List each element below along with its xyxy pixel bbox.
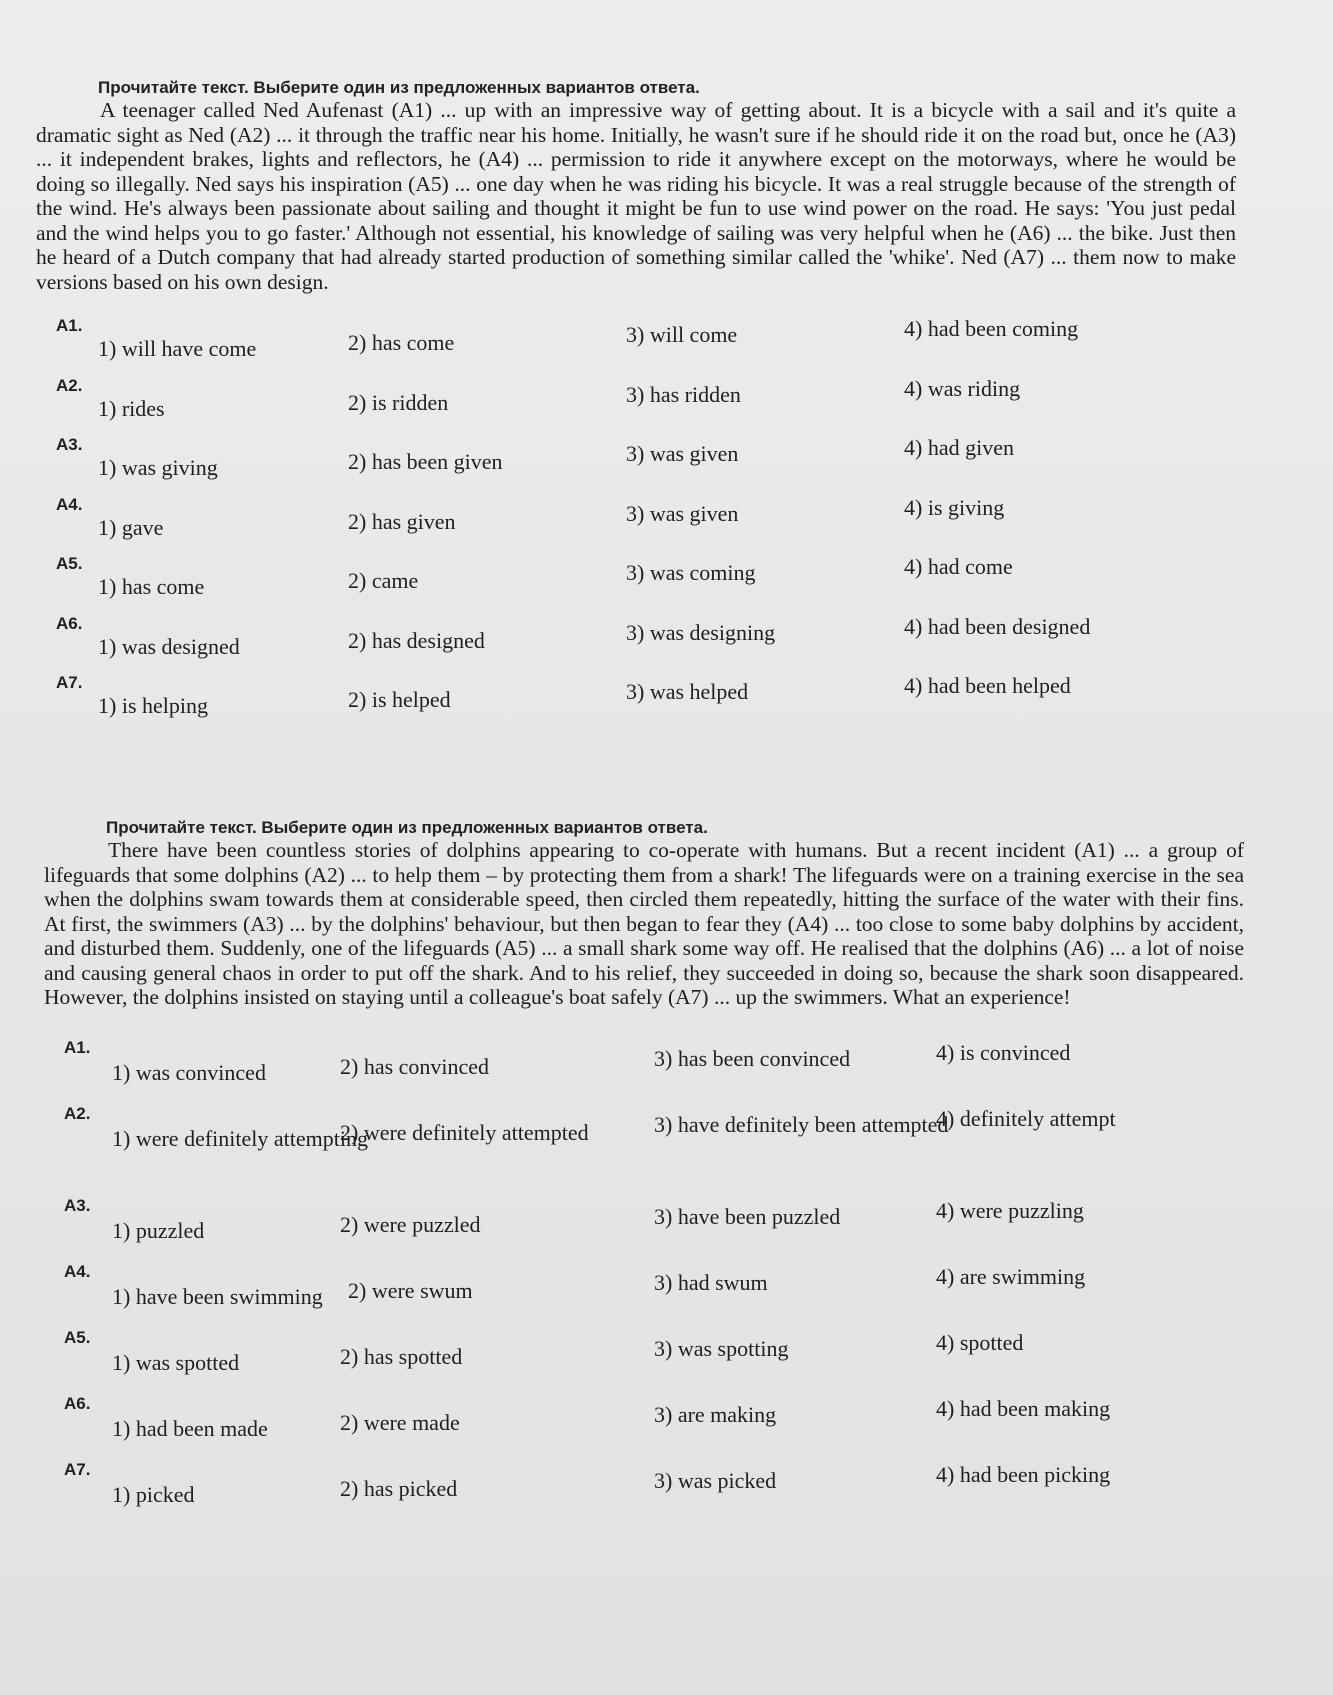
passage-text: A teenager called Ned Aufenast (A1) ... up with an impressive way of getting about. It is a bicycle with a sail and it's quite a dramatic sight as Ned (A2) ... it through the traffic near his home. Initially, he wasn't sure if he should ride it on the road but, once he (A3) ... it independent brakes, lights and reflectors, he (A4) ... permission to ride it anywhere except on the motorways, where he would be doing so illegally. Ned says his inspiration (A5) ... one day when he was riding his bicycle. It was a real struggle because of the strength of the wind. He's always been passionate about sailing and thought it might be fun to use wind power on the road. He says: 'You just pedal and the wind helps you to go faster.' Although not essential, his knowledge of sailing was very helpful when he (A6) ... the bike. Just then he heard of a Dutch company that had already started production of something similar called the 'whike'. Ned (A7) ... them now to make versions based on his own design. bbox=[36, 98, 1236, 294]
question-label: A6. bbox=[56, 613, 83, 633]
question-a2 bbox=[36, 376, 1236, 436]
option-1: 1) has come bbox=[98, 574, 205, 599]
option-1: 1) gave bbox=[98, 514, 164, 540]
question-label: A3. bbox=[56, 435, 83, 454]
question-label: A5. bbox=[64, 1327, 91, 1347]
question-a5 bbox=[44, 1328, 1244, 1394]
option-1: 1) rides bbox=[98, 395, 165, 421]
option-4: 4) spotted bbox=[936, 1329, 1024, 1355]
option-1: 1) picked bbox=[112, 1481, 195, 1507]
option-4: 4) had been designed bbox=[904, 613, 1091, 639]
option-4: 4) is convinced bbox=[936, 1039, 1071, 1065]
option-4: 4) was riding bbox=[904, 375, 1021, 401]
option-2: 2) has convinced bbox=[340, 1053, 490, 1079]
option-1: 1) puzzled bbox=[112, 1217, 205, 1243]
option-2: 2) is helped bbox=[348, 687, 451, 712]
question-a3 bbox=[36, 435, 1236, 495]
question-a4 bbox=[36, 495, 1236, 555]
option-2: 2) has been given bbox=[348, 449, 503, 474]
question-a5 bbox=[36, 554, 1236, 614]
option-2: 2) were swum bbox=[348, 1277, 473, 1303]
option-3: 3) was given bbox=[626, 500, 739, 526]
option-4: 4) had been making bbox=[936, 1395, 1111, 1421]
question-a2 bbox=[44, 1104, 1244, 1196]
option-1: 1) was spotted bbox=[112, 1349, 240, 1375]
option-3: 3) have been puzzled bbox=[654, 1203, 841, 1229]
question-label: A7. bbox=[56, 673, 83, 692]
question-a6 bbox=[36, 614, 1236, 674]
question-label: A3. bbox=[64, 1195, 91, 1215]
option-1: 1) have been swimming bbox=[112, 1283, 323, 1309]
question-list bbox=[36, 316, 1236, 733]
question-a3 bbox=[44, 1196, 1244, 1262]
option-2: 2) has designed bbox=[348, 627, 485, 653]
option-1: 1) was designed bbox=[98, 633, 240, 659]
question-label: A4. bbox=[64, 1261, 91, 1281]
option-1: 1) is helping bbox=[98, 693, 208, 718]
question-a4 bbox=[44, 1262, 1244, 1328]
option-4: 4) is giving bbox=[904, 494, 1005, 520]
option-2: 2) were puzzled bbox=[340, 1211, 481, 1237]
option-3: 3) was helped bbox=[626, 679, 749, 704]
passage-text: There have been countless stories of dolphins appearing to co-operate with humans. But a recent incident (A1) ... a group of lifeguards that some dolphins (A2) ... to help them – by protecting them from a shark! The lifeguards were on a training exercise in the sea when the dolphins swam towards them at considerable speed, then circled them repeatedly, hitting the surface of the water with their fins. At first, the swimmers (A3) ... by the dolphins' behaviour, but then began to fear they (A4) ... too close to some baby dolphins by accident, and disturbed them. Suddenly, one of the lifeguards (A5) ... a small shark some way off. He realised that the dolphins (A6) ... a lot of noise and causing general chaos in order to put off the shark. And to his relief, they succeeded in doing so, because the shark soon disappeared. However, the dolphins insisted on staying until a colleague's boat safely (A7) ... up the swimmers. What an experience! bbox=[44, 838, 1244, 1009]
option-1: 1) had been made bbox=[112, 1415, 268, 1441]
option-1: 1) was giving bbox=[98, 455, 218, 480]
option-2: 2) has picked bbox=[340, 1475, 458, 1501]
option-3: 3) was given bbox=[626, 441, 739, 466]
instruction: Прочитайте текст. Выберите один из предложенных вариантов ответа. bbox=[106, 818, 708, 837]
option-4: 4) are swimming bbox=[936, 1263, 1086, 1289]
question-label: A6. bbox=[64, 1393, 91, 1413]
option-3: 3) was picked bbox=[654, 1467, 777, 1493]
option-3: 3) has ridden bbox=[626, 381, 741, 407]
option-3: 3) has been convinced bbox=[654, 1045, 851, 1071]
question-label: A5. bbox=[56, 554, 83, 573]
instruction: Прочитайте текст. Выберите один из предложенных вариантов ответа. bbox=[98, 78, 700, 97]
question-label: A2. bbox=[64, 1103, 91, 1123]
question-label: A1. bbox=[56, 316, 83, 335]
option-2: 2) is ridden bbox=[348, 389, 449, 415]
question-a7 bbox=[44, 1460, 1244, 1526]
option-4: 4) had given bbox=[904, 435, 1014, 460]
option-3: 3) had swum bbox=[654, 1269, 768, 1295]
option-4: 4) had been picking bbox=[936, 1461, 1111, 1487]
option-2: 2) were made bbox=[340, 1409, 460, 1435]
option-2: 2) has come bbox=[348, 330, 455, 355]
option-3: 3) was coming bbox=[626, 560, 756, 585]
question-label: A4. bbox=[56, 494, 83, 514]
question-label: A1. bbox=[64, 1037, 91, 1057]
option-2: 2) has given bbox=[348, 508, 456, 534]
option-1: 1) will have come bbox=[98, 336, 257, 361]
question-a1 bbox=[36, 316, 1236, 376]
option-3: 3) will come bbox=[626, 322, 738, 347]
option-4: 4) had been helped bbox=[904, 673, 1071, 698]
question-a7 bbox=[36, 673, 1236, 733]
option-1: 1) was convinced bbox=[112, 1059, 266, 1085]
exercise-1 bbox=[36, 78, 1236, 733]
option-4: 4) had been coming bbox=[904, 316, 1079, 341]
option-2: 2) has spotted bbox=[340, 1343, 463, 1369]
option-3: 3) was spotting bbox=[654, 1335, 789, 1361]
question-list bbox=[44, 1038, 1244, 1526]
option-4: 4) definitely attempt bbox=[936, 1105, 1116, 1131]
option-3: 3) are making bbox=[654, 1401, 777, 1427]
option-4: 4) were puzzling bbox=[936, 1197, 1084, 1223]
option-2: 2) were definitely attempted bbox=[340, 1119, 589, 1145]
question-label: A2. bbox=[56, 375, 83, 395]
exercise-2 bbox=[44, 818, 1244, 1526]
option-4: 4) had come bbox=[904, 554, 1013, 579]
question-a1 bbox=[44, 1038, 1244, 1104]
question-a6 bbox=[44, 1394, 1244, 1460]
option-2: 2) came bbox=[348, 568, 419, 593]
option-3: 3) have definitely been attempted bbox=[654, 1111, 949, 1137]
option-1: 1) were definitely attempting bbox=[112, 1125, 368, 1151]
option-3: 3) was designing bbox=[626, 619, 776, 645]
question-label: A7. bbox=[64, 1459, 91, 1479]
